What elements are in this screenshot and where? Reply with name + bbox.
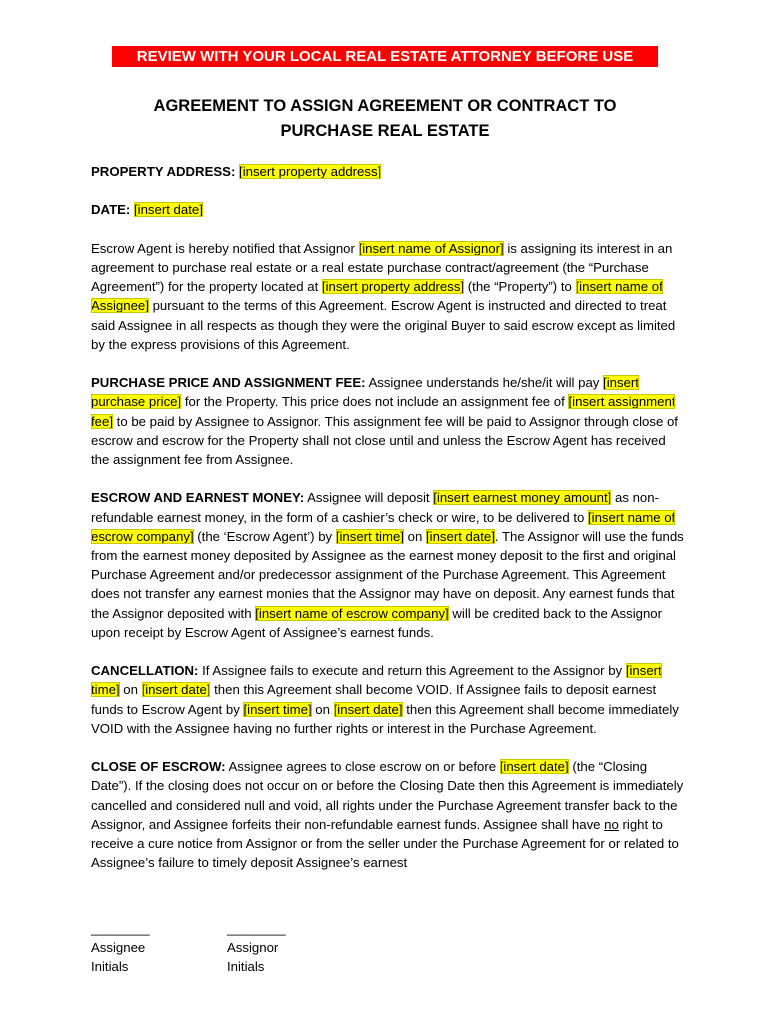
initials-label: Initials [91, 959, 129, 975]
section-text: will be credited back to the Assignor upon receipt by Escrow Agent of Assignee’s earnest funds. [91, 605, 663, 640]
intro-text: Escrow Agent is hereby notified that Assignor [91, 240, 359, 256]
escrow-company-field[interactable]: [insert name of escrow company] [255, 605, 449, 621]
time-field[interactable]: [insert time] [243, 701, 312, 717]
closing-date-field[interactable]: [insert date] [499, 759, 569, 775]
escrow-company-field[interactable]: [insert name of escrow company] [91, 509, 676, 544]
assignee-initials-blank[interactable]: ________ [91, 921, 150, 936]
title-line-2: PURCHASE REAL ESTATE [280, 122, 490, 140]
document-title [60, 94, 710, 144]
assignment-fee-field[interactable]: [insert assignment fee] [91, 394, 676, 429]
date-field[interactable]: [insert date] [141, 682, 211, 698]
assignor-name-field[interactable]: [insert name of Assignor] [358, 240, 504, 256]
close-of-escrow-heading: CLOSE OF ESCROW: [91, 759, 226, 775]
close-of-escrow-section [91, 757, 686, 872]
section-text: Assignee understands he/she/it will pay [365, 375, 604, 391]
section-text: on [403, 528, 426, 544]
cancellation-heading: CANCELLATION: [91, 663, 199, 679]
attorney-review-banner: REVIEW WITH YOUR LOCAL REAL ESTATE ATTORNEY BEFORE USE [112, 46, 658, 67]
section-text: to be paid by Assignee to Assignor. This assignment fee will be paid to Assignor through close of escrow and escrow for the Property shall not close until and unless the Escrow Agent has received the assignment fee from Assignee. [91, 413, 678, 467]
date-field[interactable]: [insert date] [425, 528, 495, 544]
initials-label: Initials [227, 959, 265, 975]
escrow-earnest-money-section [91, 488, 686, 642]
section-text: . The Assignor will use the funds from the earnest money deposited by Assignee as the earnest money deposit to the first and original Purchase Agreement and/or predecessor assignment of the Purchase Agreement. This Agreement does not transfer any earnest monies that the Assignor may have on deposit. Any earnest funds that the Assignor deposited with [91, 528, 684, 621]
escrow-earnest-money-heading: ESCROW AND EARNEST MONEY: [91, 490, 305, 506]
assignor-label: Assignor [227, 940, 279, 956]
purchase-price-heading: PURCHASE PRICE AND ASSIGNMENT FEE: [91, 375, 366, 391]
section-text: (the ‘Escrow Agent’) by [193, 528, 336, 544]
section-text: Assignee will deposit [304, 490, 434, 506]
assignor-initials-blank[interactable]: ________ [227, 921, 286, 936]
emphasis-no: no [604, 816, 619, 832]
intro-text: is assigning its interest in an agreement to purchase real estate or a real estate purchase contract/agreement (the “Purchase Agreement”) for the property located at [91, 240, 673, 295]
section-text: as non-refundable earnest money, in the form of a cashier’s check or wire, to be delivered to [91, 490, 659, 525]
section-text: (the “Closing Date”). If the closing does not occur on or before the Closing Date then this Agreement is immediately cancelled and considered null and void, all rights under the Purchase Agreement transfer back to the Assignor, and Assignee forfeits their non-refundable earnest funds. Assignee shall have [91, 759, 684, 832]
earnest-money-amount-field[interactable]: [insert earnest money amount] [433, 490, 612, 506]
intro-text: (the “Property”) to [464, 279, 576, 295]
section-text: If Assignee fails to execute and return this Agreement to the Assignor by [198, 663, 626, 679]
date-label: DATE: [91, 202, 131, 218]
section-text: right to receive a cure notice from Assignor or from the seller under the Purchase Agreement for or related to Assignee’s failure to timely deposit Assignee’s earnest [91, 816, 679, 871]
intro-text: pursuant to the terms of this Agreement. Escrow Agent is instructed and directed to treat said Assignee in all respects as though they were the original Buyer to said escrow except as limited by the express provisions of this Agreement. [91, 298, 676, 352]
time-field[interactable]: [insert time] [91, 663, 662, 698]
cancellation-section [91, 661, 686, 738]
assignor-initials-block[interactable] [227, 919, 286, 977]
property-address-label: PROPERTY ADDRESS: [91, 164, 236, 179]
property-address-field[interactable]: [insert property address] [321, 279, 465, 295]
property-address-line [91, 162, 686, 181]
purchase-price-section [91, 373, 686, 469]
property-address-field[interactable]: [insert property address] [239, 164, 382, 179]
section-text: then this Agreement shall become VOID. If Assignee fails to deposit earnest funds to Escrow Agent by [91, 682, 657, 717]
date-line [91, 200, 686, 219]
intro-paragraph [91, 239, 686, 354]
date-field[interactable]: [insert date] [133, 202, 203, 218]
document-body [91, 162, 686, 892]
time-field[interactable]: [insert time] [335, 528, 404, 544]
section-text: on [119, 682, 142, 698]
assignee-name-field[interactable]: [insert name of Assignee] [91, 279, 663, 314]
assignee-label: Assignee [91, 940, 146, 956]
assignee-initials-block[interactable] [91, 919, 150, 977]
section-text: then this Agreement shall become immediately VOID with the Assignee having no further rights or interest in the Purchase Agreement. [91, 701, 679, 736]
date-field[interactable]: [insert date] [333, 701, 403, 717]
title-line-1: AGREEMENT TO ASSIGN AGREEMENT OR CONTRACT TO [153, 97, 617, 115]
purchase-price-field[interactable]: [insert purchase price] [91, 375, 639, 410]
section-text: on [311, 701, 334, 717]
section-text: for the Property. This price does not include an assignment fee of [181, 394, 569, 410]
section-text: Assignee agrees to close escrow on or before [225, 759, 500, 775]
